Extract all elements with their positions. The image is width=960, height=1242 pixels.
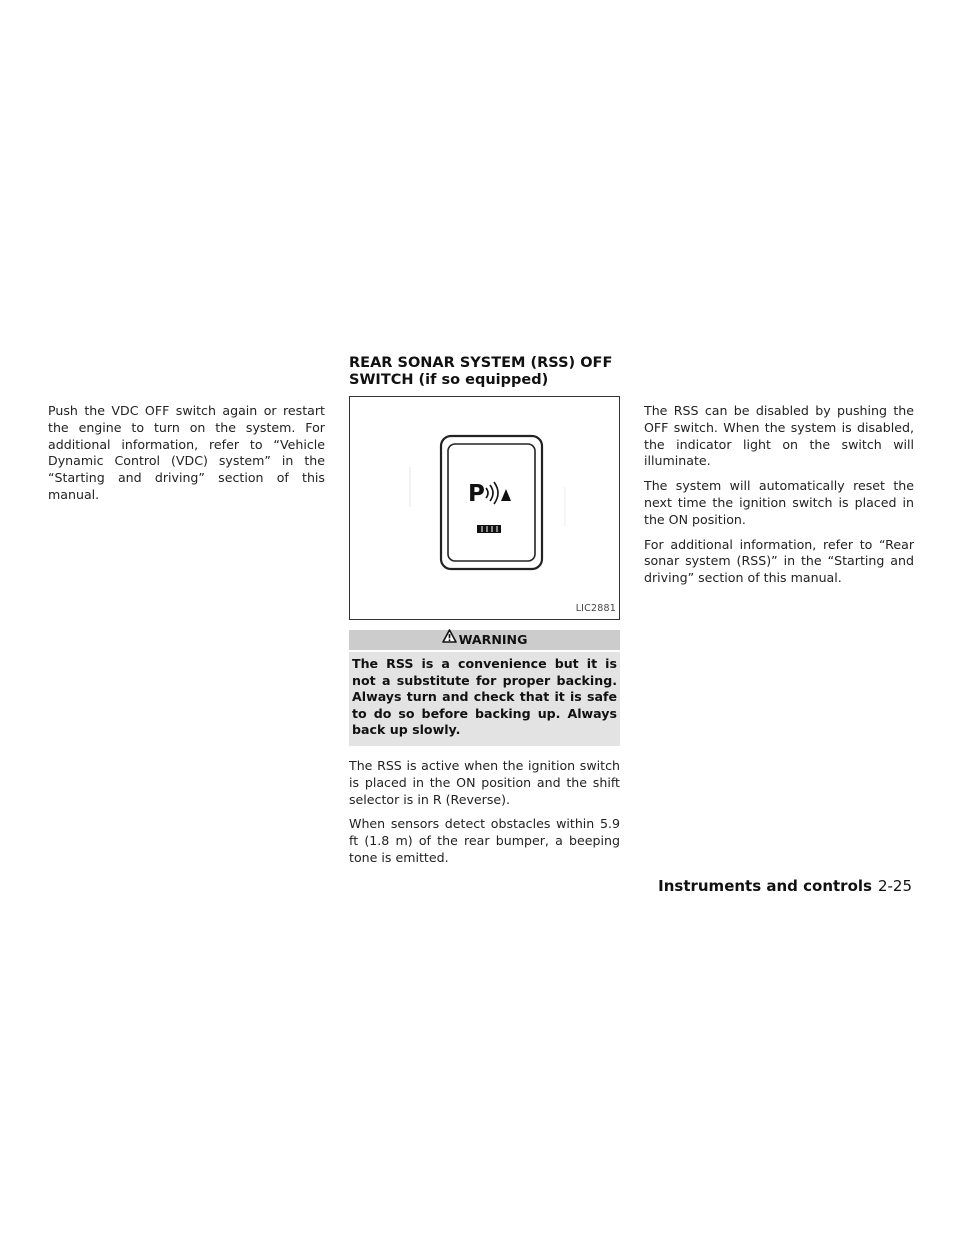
- rss-active-paragraph: The RSS is active when the ignition switch is placed in the ON position and the shift selector is in R (Reverse).: [349, 757, 620, 807]
- warning-text: The RSS is a convenience but it is not a substitute for proper backing. Always turn and check that it is safe to do so before backing up. Always back up slowly.: [349, 652, 620, 746]
- right-column: [644, 403, 914, 595]
- middle-column: [349, 355, 620, 875]
- disable-paragraph: The RSS can be disabled by pushing the OFF switch. When the system is disabled, the indicator light on the switch will illuminate.: [644, 403, 914, 469]
- rear-sonar-switch-icon: [350, 397, 619, 619]
- page-number: 2-25: [877, 877, 912, 895]
- sensor-distance-paragraph: When sensors detect obstacles within 5.9 ft (1.8 m) of the rear bumper, a beeping tone is emitted.: [349, 816, 620, 865]
- footer-section-title: Instruments and controls: [658, 877, 872, 895]
- rss-switch-figure: [349, 396, 620, 620]
- section-title-line2: SWITCH (if so equipped): [349, 372, 549, 388]
- switch-letter: P: [468, 481, 485, 507]
- warning-heading: WARNING: [458, 632, 528, 647]
- section-title-line1: REAR SONAR SYSTEM (RSS) OFF: [349, 355, 613, 371]
- reference-paragraph: For additional information, refer to “Rear sonar system (RSS)” in the “Starting and driving” section of this manual.: [644, 536, 914, 586]
- warning-heading-bar: [349, 630, 620, 650]
- reset-paragraph: The system will automatically reset the next time the ignition switch is placed in the ON position.: [644, 478, 914, 527]
- warning-triangle-icon: [442, 629, 457, 649]
- page-footer: [658, 877, 912, 895]
- vdc-paragraph: Push the VDC OFF switch again or restart the engine to turn on the system. For additional information, refer to “Vehicle Dynamic Control (VDC) system” in the “Starting and driving” section of this manual.: [48, 403, 325, 502]
- figure-code: LIC2881: [575, 603, 616, 615]
- left-column: [48, 403, 325, 512]
- section-title: [349, 355, 620, 389]
